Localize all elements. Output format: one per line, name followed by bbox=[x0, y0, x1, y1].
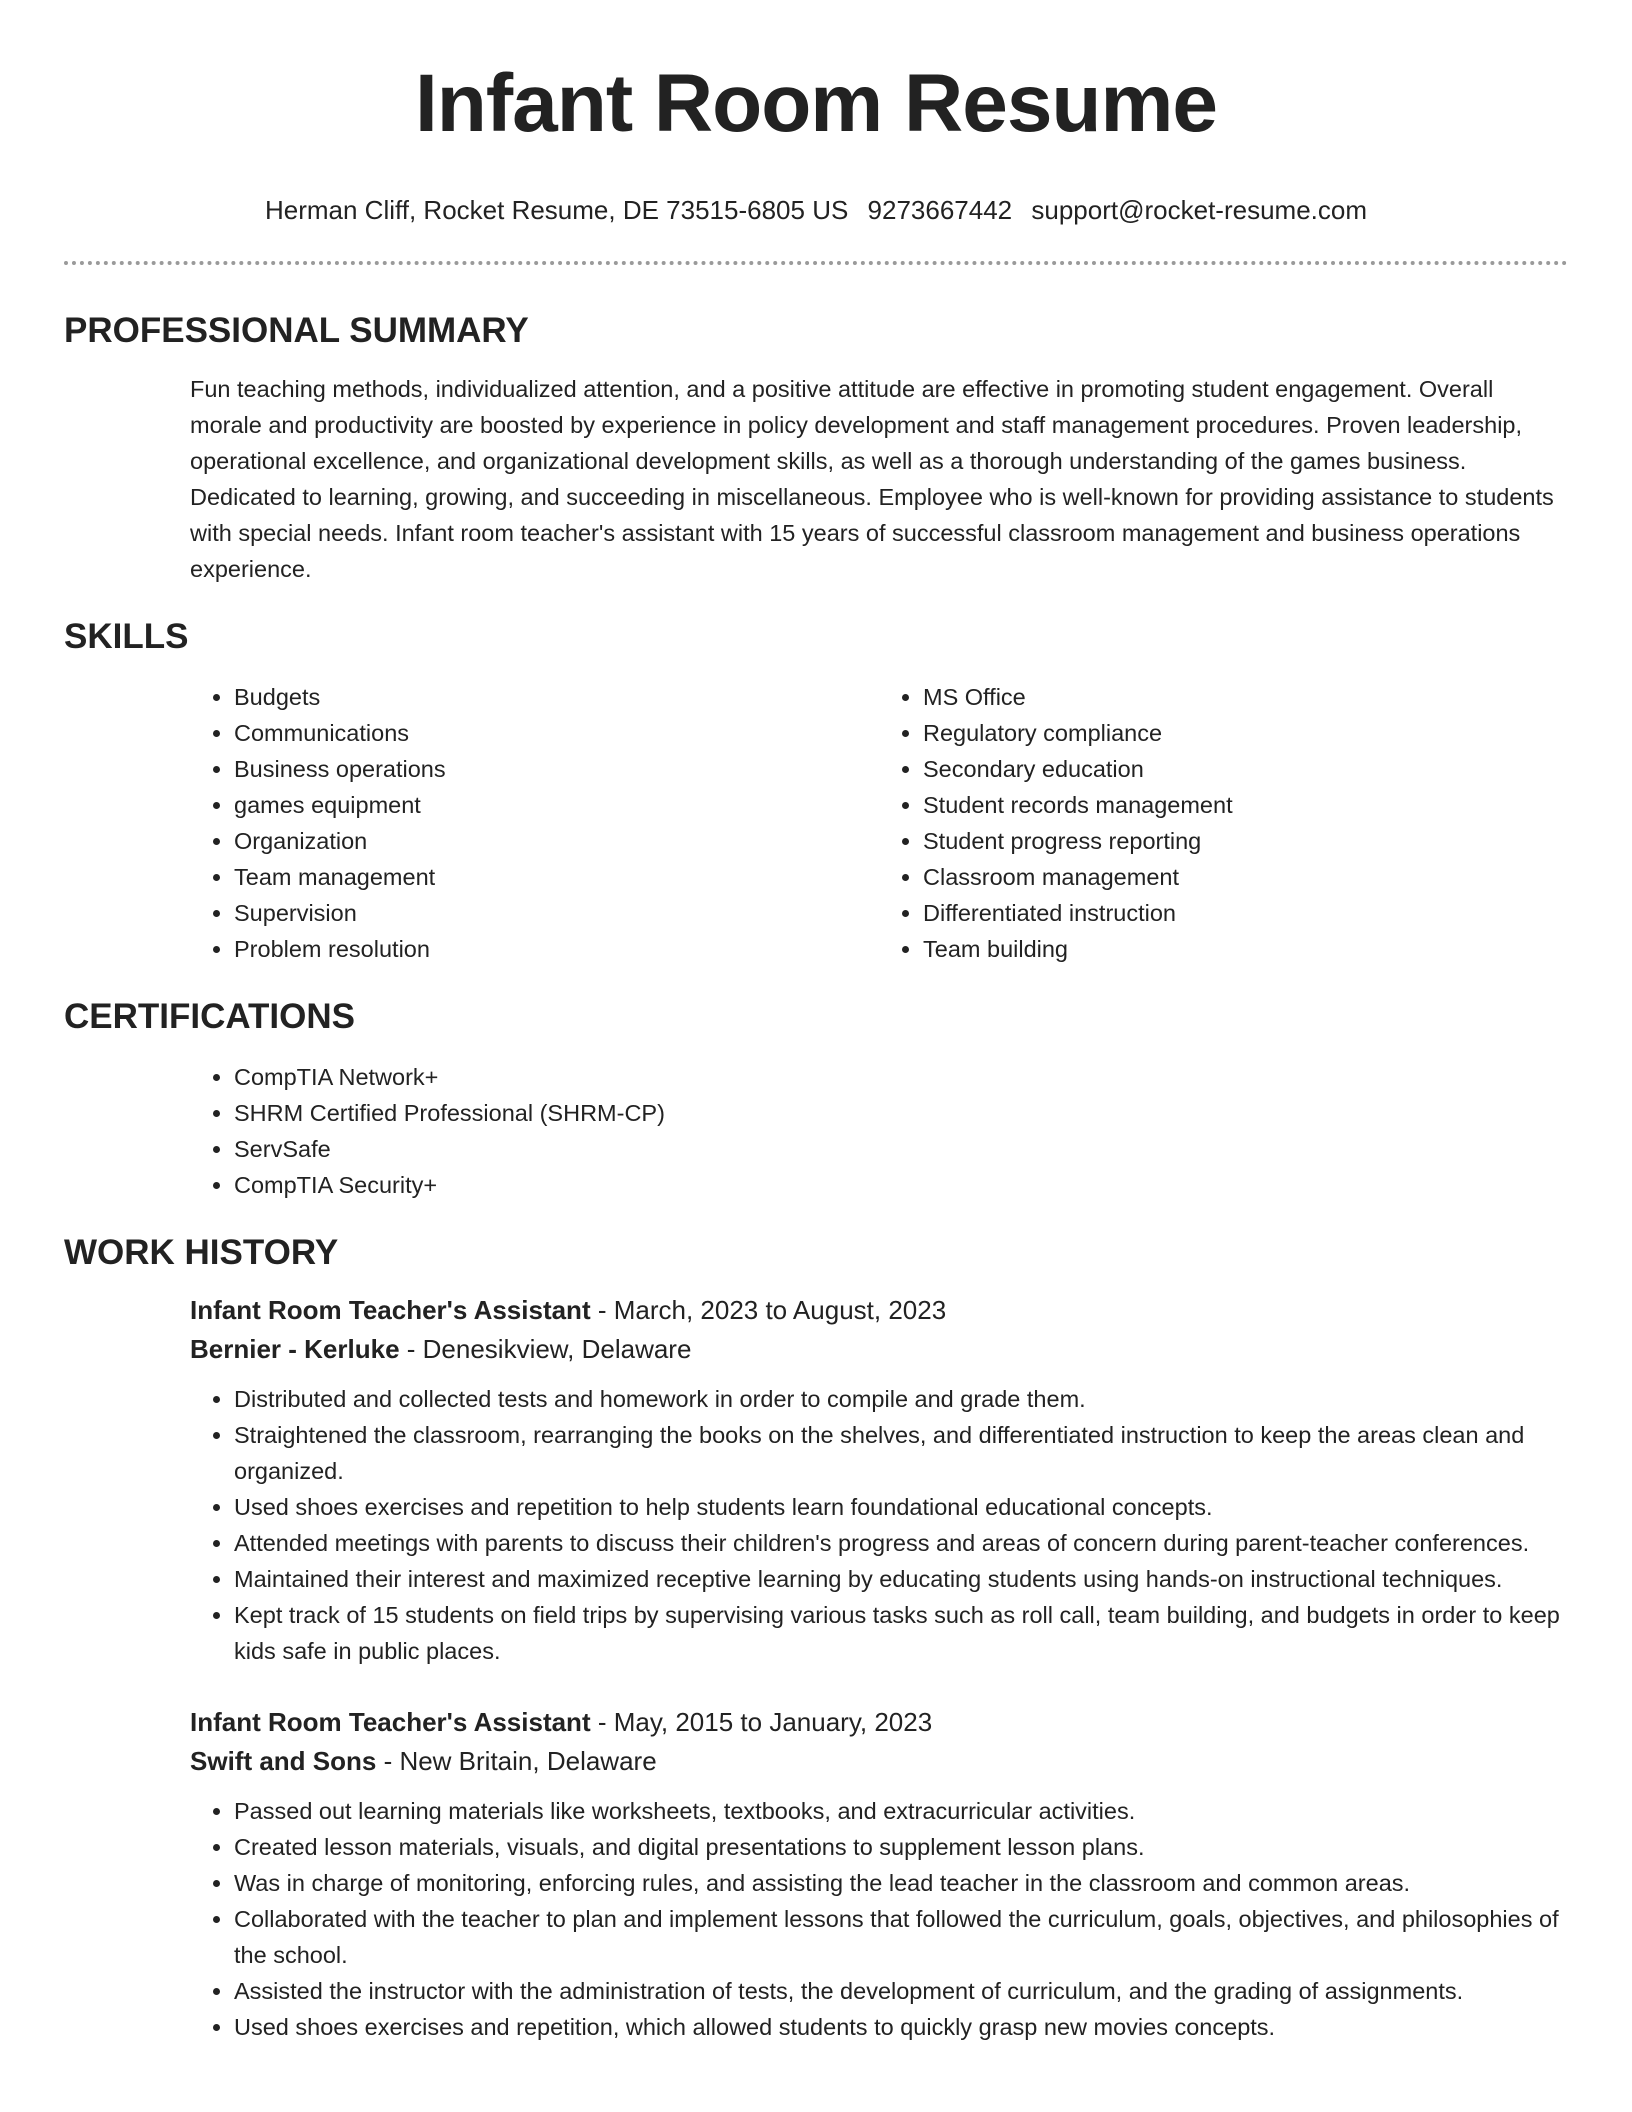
job-entry bbox=[190, 1291, 1568, 1669]
certifications-list bbox=[190, 1059, 1568, 1203]
certification-item: • SHRM Certified Professional (SHRM-CP) bbox=[234, 1095, 1568, 1131]
skill-item: • Organization bbox=[234, 823, 879, 859]
work-history-heading: WORK HISTORY bbox=[64, 1233, 339, 1272]
skill-item: • MS Office bbox=[923, 679, 1568, 715]
skill-item: • Budgets bbox=[234, 679, 879, 715]
job-duty: • Assisted the instructor with the administration of tests, the development of curriculum, and the grading of assignments. bbox=[234, 1973, 1568, 2009]
job-company-line bbox=[190, 1330, 1568, 1369]
skill-item: • Student progress reporting bbox=[923, 823, 1568, 859]
contact-phone: 9273667442 bbox=[867, 195, 1013, 225]
job-duty: • Was in charge of monitoring, enforcing rules, and assisting the lead teacher in the classroom and common areas. bbox=[234, 1865, 1568, 1901]
job-duty: • Used shoes exercises and repetition to help students learn foundational educational concepts. bbox=[234, 1489, 1568, 1525]
job-title-line bbox=[190, 1291, 1568, 1330]
job-location: - New Britain, Delaware bbox=[376, 1746, 657, 1776]
contact-line bbox=[64, 194, 1568, 226]
job-dates: - May, 2015 to January, 2023 bbox=[590, 1707, 933, 1737]
job-duty: • Kept track of 15 students on field trips by supervising various tasks such as roll call, team building, and budgets in order to keep kids safe in public places. bbox=[234, 1597, 1568, 1669]
skill-item: • Regulatory compliance bbox=[923, 715, 1568, 751]
certification-item: • ServSafe bbox=[234, 1131, 1568, 1167]
job-title: Infant Room Teacher's Assistant bbox=[190, 1295, 591, 1325]
job-duty: • Maintained their interest and maximized receptive learning by educating students using hands-on instructional techniques. bbox=[234, 1561, 1568, 1597]
job-duties-list bbox=[190, 1381, 1568, 1669]
skills-columns bbox=[190, 679, 1568, 967]
job-company: Bernier - Kerluke bbox=[190, 1334, 400, 1364]
contact-email: support@rocket-resume.com bbox=[1031, 195, 1368, 225]
skills-list-right bbox=[879, 679, 1568, 967]
skill-item: • Team building bbox=[923, 931, 1568, 967]
job-dates: - March, 2023 to August, 2023 bbox=[590, 1295, 947, 1325]
job-duty: • Passed out learning materials like worksheets, textbooks, and extracurricular activities. bbox=[234, 1793, 1568, 1829]
skill-item: • Classroom management bbox=[923, 859, 1568, 895]
contact-address: Herman Cliff, Rocket Resume, DE 73515-6805 US bbox=[264, 195, 849, 225]
certification-item: • CompTIA Network+ bbox=[234, 1059, 1568, 1095]
certifications-heading: CERTIFICATIONS bbox=[64, 997, 356, 1036]
skill-item: • Differentiated instruction bbox=[923, 895, 1568, 931]
summary-text: Fun teaching methods, individualized attention, and a positive attitude are effective in promoting student engagement. Overall morale and productivity are boosted by experience in policy development and staff management procedures. Proven leadership, operational excellence, and organizational development skills, as well as a thorough understanding of the games business. Dedicated to learning, growing, and succeeding in miscellaneous. Employee who is well-known for providing assistance to students with special needs. Infant room teacher's assistant with 15 years of successful classroom management and business operations experience. bbox=[190, 376, 1554, 582]
job-company: Swift and Sons bbox=[190, 1746, 377, 1776]
job-title: Infant Room Teacher's Assistant bbox=[190, 1707, 591, 1737]
skill-item: • games equipment bbox=[234, 787, 879, 823]
skill-item: • Supervision bbox=[234, 895, 879, 931]
skill-item: • Communications bbox=[234, 715, 879, 751]
header-divider bbox=[64, 261, 1568, 265]
skill-item: • Problem resolution bbox=[234, 931, 879, 967]
job-duty: • Straightened the classroom, rearranging the books on the shelves, and differentiated instruction to keep the areas clean and organized. bbox=[234, 1417, 1568, 1489]
certification-item: • CompTIA Security+ bbox=[234, 1167, 1568, 1203]
job-duties-list bbox=[190, 1793, 1568, 2045]
skills-heading: SKILLS bbox=[64, 617, 189, 656]
skill-item: • Student records management bbox=[923, 787, 1568, 823]
job-location: - Denesikview, Delaware bbox=[399, 1334, 692, 1364]
skill-item: • Business operations bbox=[234, 751, 879, 787]
job-duty: • Used shoes exercises and repetition, which allowed students to quickly grasp new movies concepts. bbox=[234, 2009, 1568, 2045]
summary-heading: PROFESSIONAL SUMMARY bbox=[64, 311, 529, 350]
job-duty: • Created lesson materials, visuals, and digital presentations to supplement lesson plans. bbox=[234, 1829, 1568, 1865]
job-duty: • Collaborated with the teacher to plan and implement lessons that followed the curriculum, goals, objectives, and philosophies of the school. bbox=[234, 1901, 1568, 1973]
resume-title: Infant Room Resume bbox=[414, 58, 1218, 149]
job-company-line bbox=[190, 1742, 1568, 1781]
job-entry bbox=[190, 1703, 1568, 2045]
skills-list-left bbox=[190, 679, 879, 967]
job-duty: • Attended meetings with parents to discuss their children's progress and areas of concern during parent-teacher conferences. bbox=[234, 1525, 1568, 1561]
skill-item: • Team management bbox=[234, 859, 879, 895]
certifications-block bbox=[190, 1059, 1568, 1203]
job-duty: • Distributed and collected tests and homework in order to compile and grade them. bbox=[234, 1381, 1568, 1417]
job-title-line bbox=[190, 1703, 1568, 1742]
skill-item: • Secondary education bbox=[923, 751, 1568, 787]
